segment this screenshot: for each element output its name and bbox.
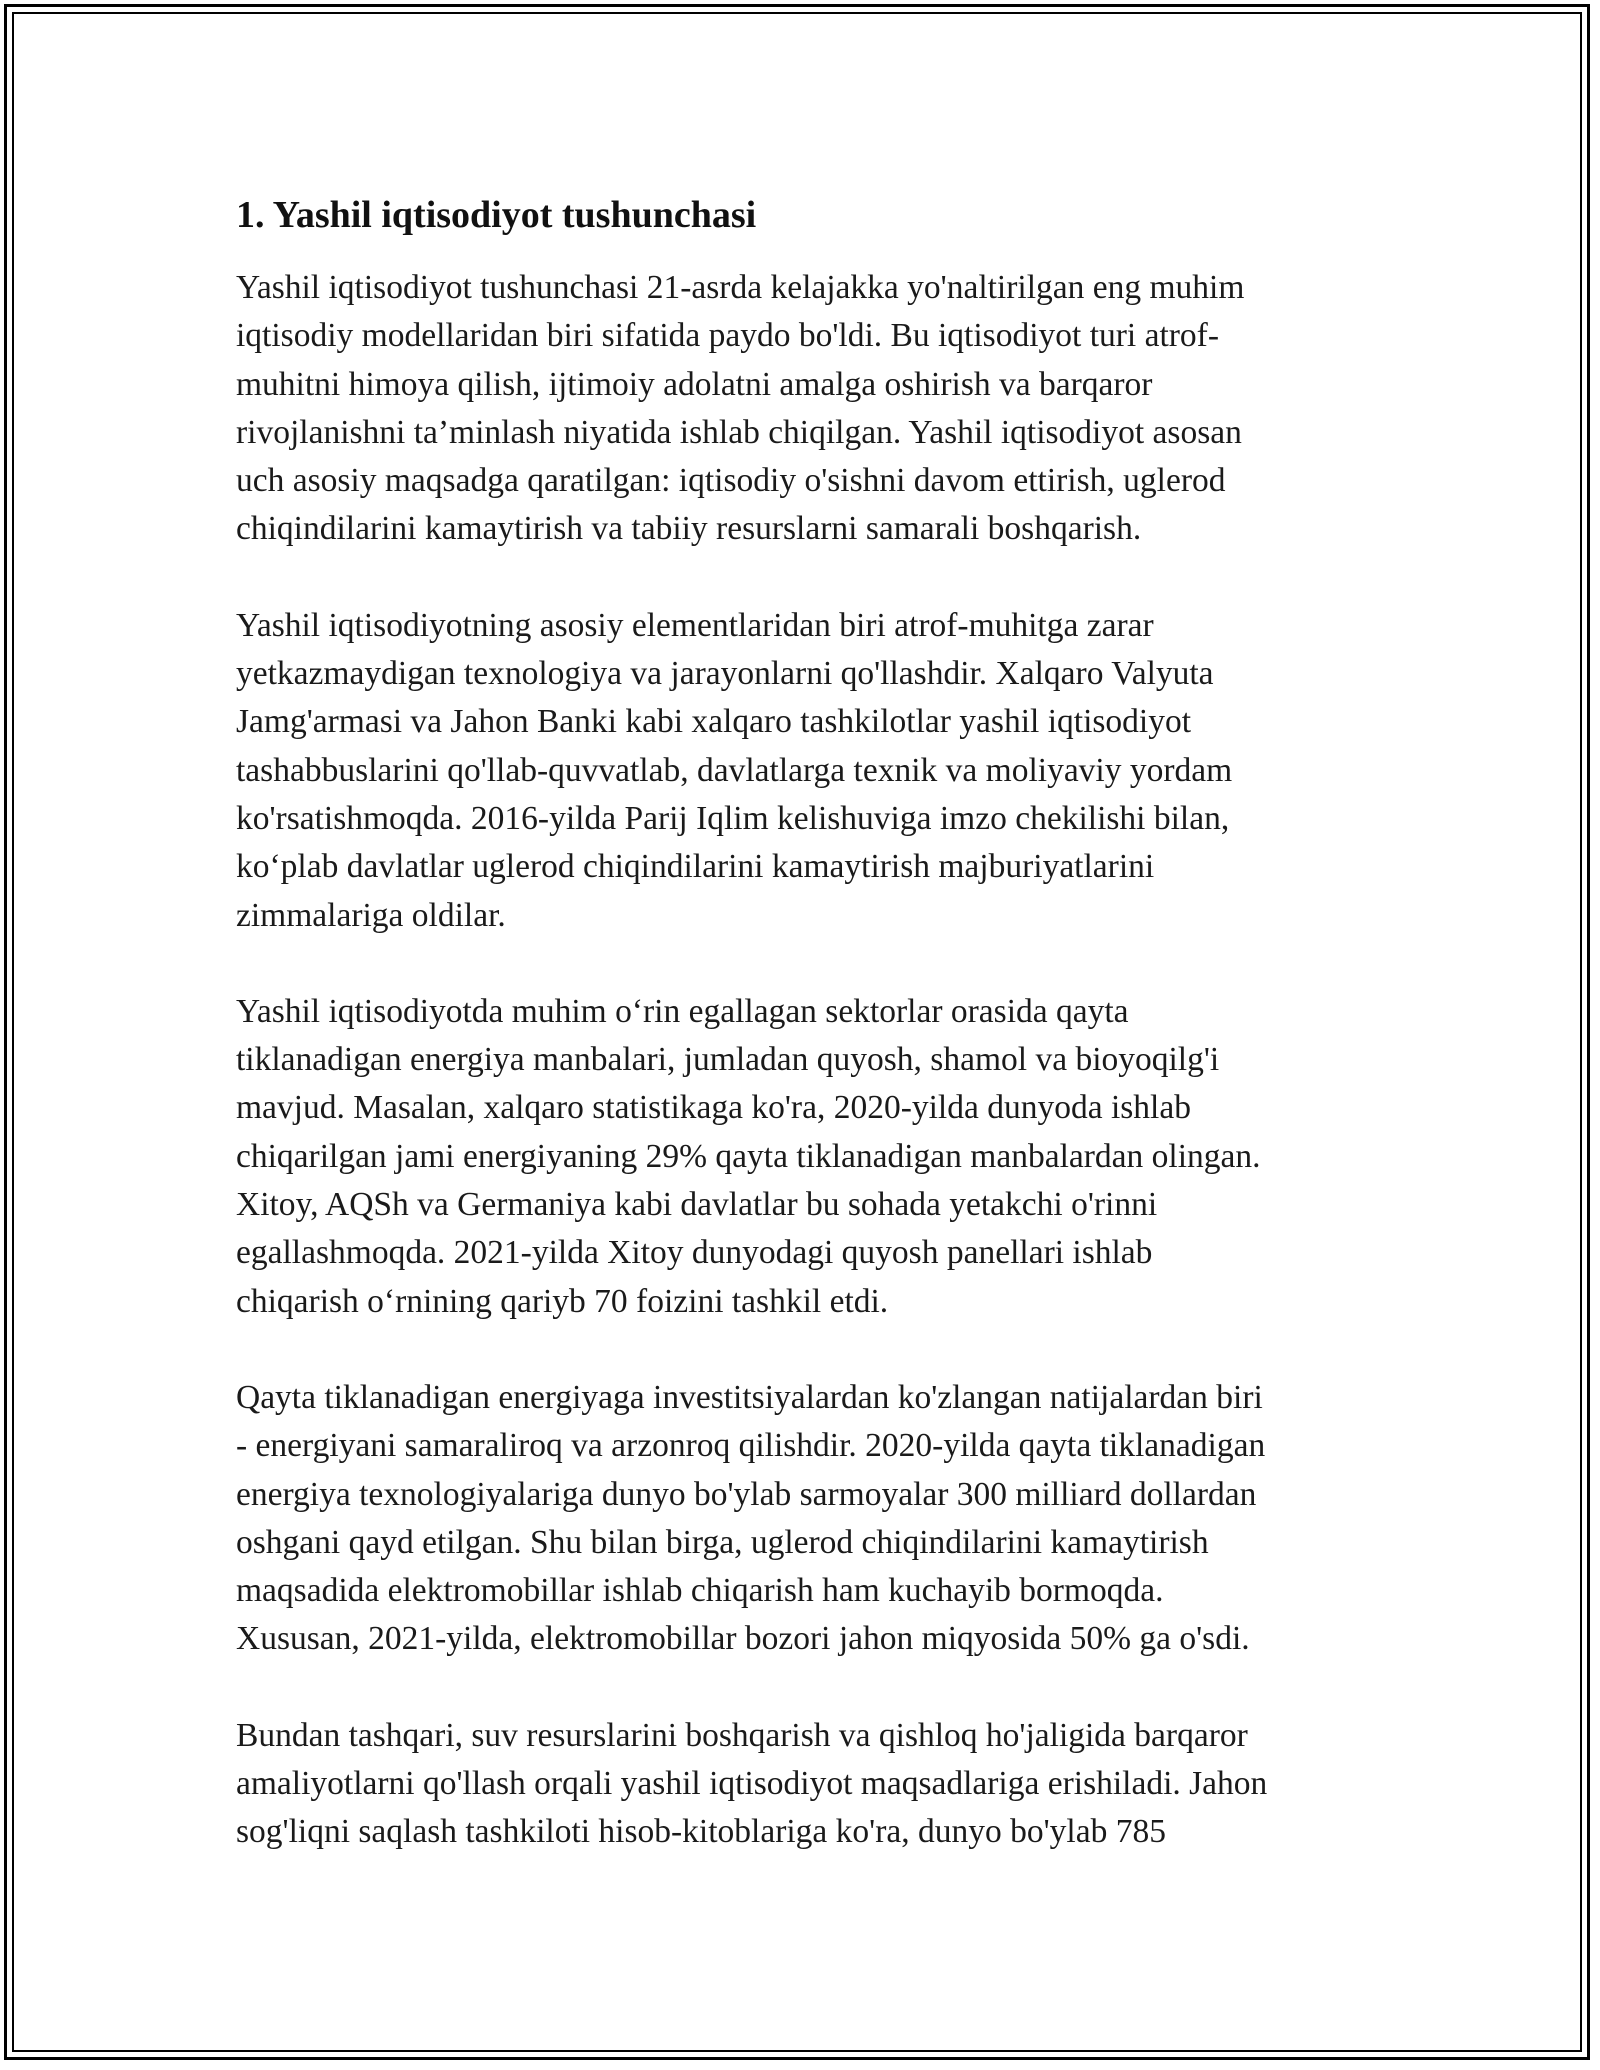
text-line: Xususan, 2021-yilda, elektromobillar bozori jahon miqyosida 50% ga o'sdi. bbox=[236, 1620, 1250, 1658]
text-line: chiqarish o‘rnining qariyb 70 foizini tashkil etdi. bbox=[236, 1282, 889, 1320]
text-line: yetkazmaydigan texnologiya va jarayonlarni qo'llashdir. Xalqaro Valyuta bbox=[236, 655, 1214, 693]
text-line: chiqarilgan jami energiyaning 29% qayta tiklanadigan manbalardan olingan. bbox=[236, 1137, 1261, 1175]
paragraphs-container bbox=[236, 264, 1376, 1857]
text-line: rivojlanishni ta’minlash niyatida ishlab chiqilgan. Yashil iqtisodiyot asosan bbox=[236, 413, 1242, 451]
paragraph-5 bbox=[236, 1712, 1376, 1857]
text-line: mavjud. Masalan, xalqaro statistikaga ko'ra, 2020-yilda dunyoda ishlab bbox=[236, 1089, 1191, 1127]
text-line: Yashil iqtisodiyot tushunchasi 21-asrda kelajakka yo'naltirilgan eng muhim bbox=[236, 269, 1245, 306]
text-line: Yashil iqtisodiyotda muhim o‘rin egallagan sektorlar orasida qayta bbox=[236, 992, 1129, 1030]
text-line: Yashil iqtisodiyotning asosiy elementlaridan biri atrof-muhitga zarar bbox=[236, 606, 1154, 644]
text-line: maqsadida elektromobillar ishlab chiqarish ham kuchayib bormoqda. bbox=[236, 1572, 1164, 1610]
text-line: ko‘plab davlatlar uglerod chiqindilarini kamaytirish majburiyatlarini bbox=[236, 848, 1155, 886]
text-line: Xitoy, AQSh va Germaniya kabi davlatlar bu sohada yetakchi o'rinni bbox=[236, 1186, 1158, 1224]
text-line: tashabbuslarini qo'llab-quvvatlab, davlatlarga texnik va moliyaviy yordam bbox=[236, 751, 1233, 789]
text-line: - energiyani samaraliroq va arzonroq qilishdir. 2020-yilda qayta tiklanadigan bbox=[236, 1427, 1266, 1465]
text-line: Jamg'armasi va Jahon Banki kabi xalqaro tashkilotlar yashil iqtisodiyot bbox=[236, 703, 1192, 741]
document-body bbox=[236, 186, 1376, 1905]
paragraph-3 bbox=[236, 988, 1376, 1326]
text-line: zimmalariga oldilar. bbox=[236, 896, 506, 934]
text-line: muhitni himoya qilish, ijtimoiy adolatni amalga oshirish va barqaror bbox=[236, 365, 1153, 403]
paragraph-1 bbox=[236, 264, 1376, 554]
text-line: tiklanadigan energiya manbalari, jumladan quyosh, shamol va bioyoqilg'i bbox=[236, 1041, 1220, 1079]
text-line: amaliyotlarni qo'llash orqali yashil iqtisodiyot maqsadlariga erishiladi. Jahon bbox=[236, 1765, 1268, 1803]
section-heading: 1. Yashil iqtisodiyot tushunchasi bbox=[236, 194, 757, 236]
text-line: oshgani qayd etilgan. Shu bilan birga, uglerod chiqindilarini kamaytirish bbox=[236, 1523, 1209, 1561]
text-line: Qayta tiklanadigan energiyaga investitsiyalardan ko'zlangan natijalardan biri bbox=[236, 1378, 1263, 1416]
paragraph-4 bbox=[236, 1374, 1376, 1664]
text-line: ko'rsatishmoqda. 2016-yilda Parij Iqlim kelishuviga imzo chekilishi bilan, bbox=[236, 799, 1230, 837]
text-line: iqtisodiy modellaridan biri sifatida paydo bo'ldi. Bu iqtisodiyot turi atrof- bbox=[236, 317, 1219, 355]
text-line: energiya texnologiyalariga dunyo bo'ylab sarmoyalar 300 milliard dollardan bbox=[236, 1475, 1257, 1513]
text-line: uch asosiy maqsadga qaratilgan: iqtisodiy o'sishni davom ettirish, uglerod bbox=[236, 462, 1226, 500]
paragraph-2 bbox=[236, 602, 1376, 940]
text-line: chiqindilarini kamaytirish va tabiiy resurslarni samarali boshqarish. bbox=[236, 510, 1142, 548]
text-line: Bundan tashqari, suv resurslarini boshqarish va qishloq ho'jaligida barqaror bbox=[236, 1716, 1248, 1754]
text-line: egallashmoqda. 2021-yilda Xitoy dunyodagi quyosh panellari ishlab bbox=[236, 1234, 1153, 1272]
text-line: sog'liqni saqlash tashkiloti hisob-kitoblariga ko'ra, dunyo bo'ylab 785 bbox=[236, 1813, 1166, 1851]
